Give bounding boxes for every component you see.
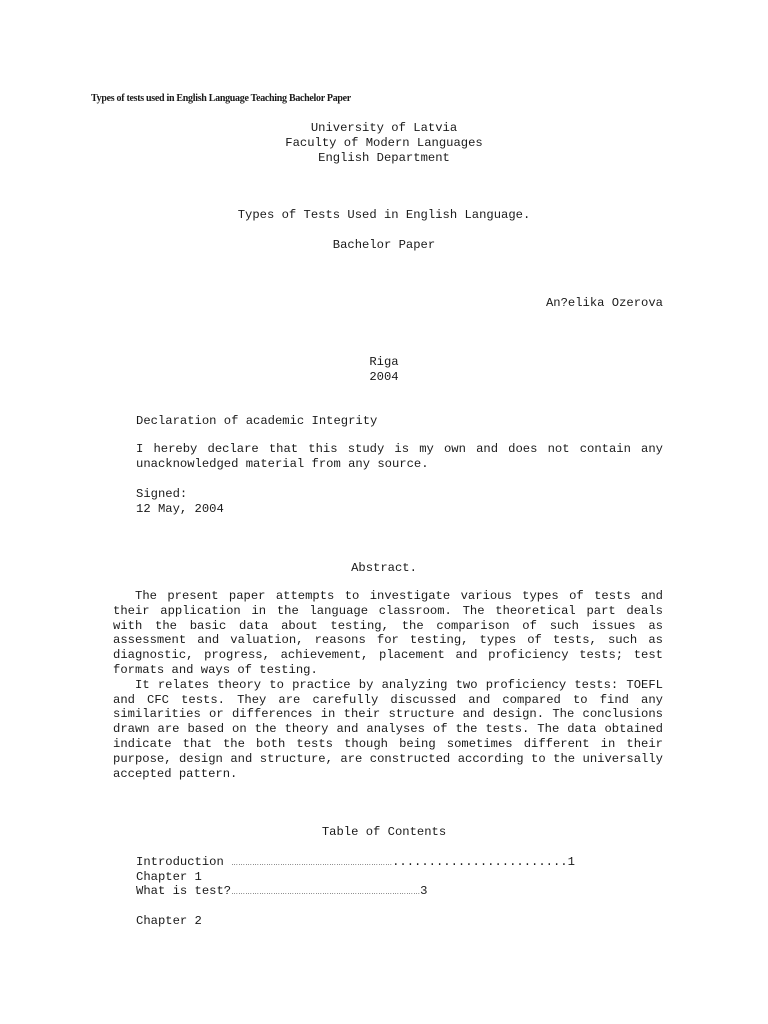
declaration-body: I hereby declare that this study is my own and does not contain any unacknowledged material from any source.: [136, 442, 663, 471]
year: 2004: [369, 370, 399, 384]
faculty-name: Faculty of Modern Languages: [285, 136, 483, 150]
toc-leader-dots: ……………………………………………………………: [231, 860, 393, 867]
place: Riga: [369, 355, 399, 369]
university-name: University of Latvia: [310, 121, 458, 135]
toc-entry-label: What is test?: [136, 884, 232, 898]
toc-entry-label: Introduction: [136, 855, 232, 869]
toc-entry-chapter-1: Chapter 1: [136, 870, 202, 884]
toc-entry-chapter-2: Chapter 2: [136, 914, 202, 928]
signed-label: Signed:: [136, 487, 188, 501]
paper-type: Bachelor Paper: [332, 238, 436, 252]
abstract-paragraph: It relates theory to practice by analyzing two proficiency tests: TOEFL and CFC tests. They are carefully discussed and compared to find any similarities or differences in their structure and design. The conclusions drawn are based on the theory and analyses of the tests. The data obtained indicate that the both tests though being sometimes different in their purpose, design and structure, are constructed according to the universally accepted pattern.: [113, 677, 663, 781]
signed-date: 12 May, 2004: [136, 502, 224, 516]
toc-page-number: 3: [420, 884, 428, 898]
header-title: Types of tests used in English Language Teaching Bachelor Paper: [91, 93, 351, 104]
toc-leader-dots: ………………………………………………………………………: [231, 889, 421, 896]
toc-entry-introduction: [136, 855, 575, 872]
toc-heading: Table of Contents: [321, 825, 447, 839]
department-name: English Department: [318, 151, 450, 165]
toc-leader-dots: ........................: [392, 855, 568, 869]
author-name: An?elika Ozerova: [545, 296, 663, 310]
abstract-body: [113, 589, 663, 781]
toc-entry-what-is-test: [136, 884, 427, 901]
paper-title: Types of Tests Used in English Language.: [237, 208, 531, 222]
abstract-paragraph: The present paper attempts to investigate various types of tests and their application in the language classroom. The theoretical part deals with the basic data about testing, the comparison of such issues as assessment and valuation, reasons for testing, types of tests, such as diagnostic, progress, achievement, placement and proficiency tests; test formats and ways of testing.: [113, 589, 663, 677]
declaration-heading: Declaration of academic Integrity: [136, 414, 378, 428]
toc-page-number: 1: [567, 855, 575, 869]
abstract-heading: Abstract.: [351, 561, 417, 575]
